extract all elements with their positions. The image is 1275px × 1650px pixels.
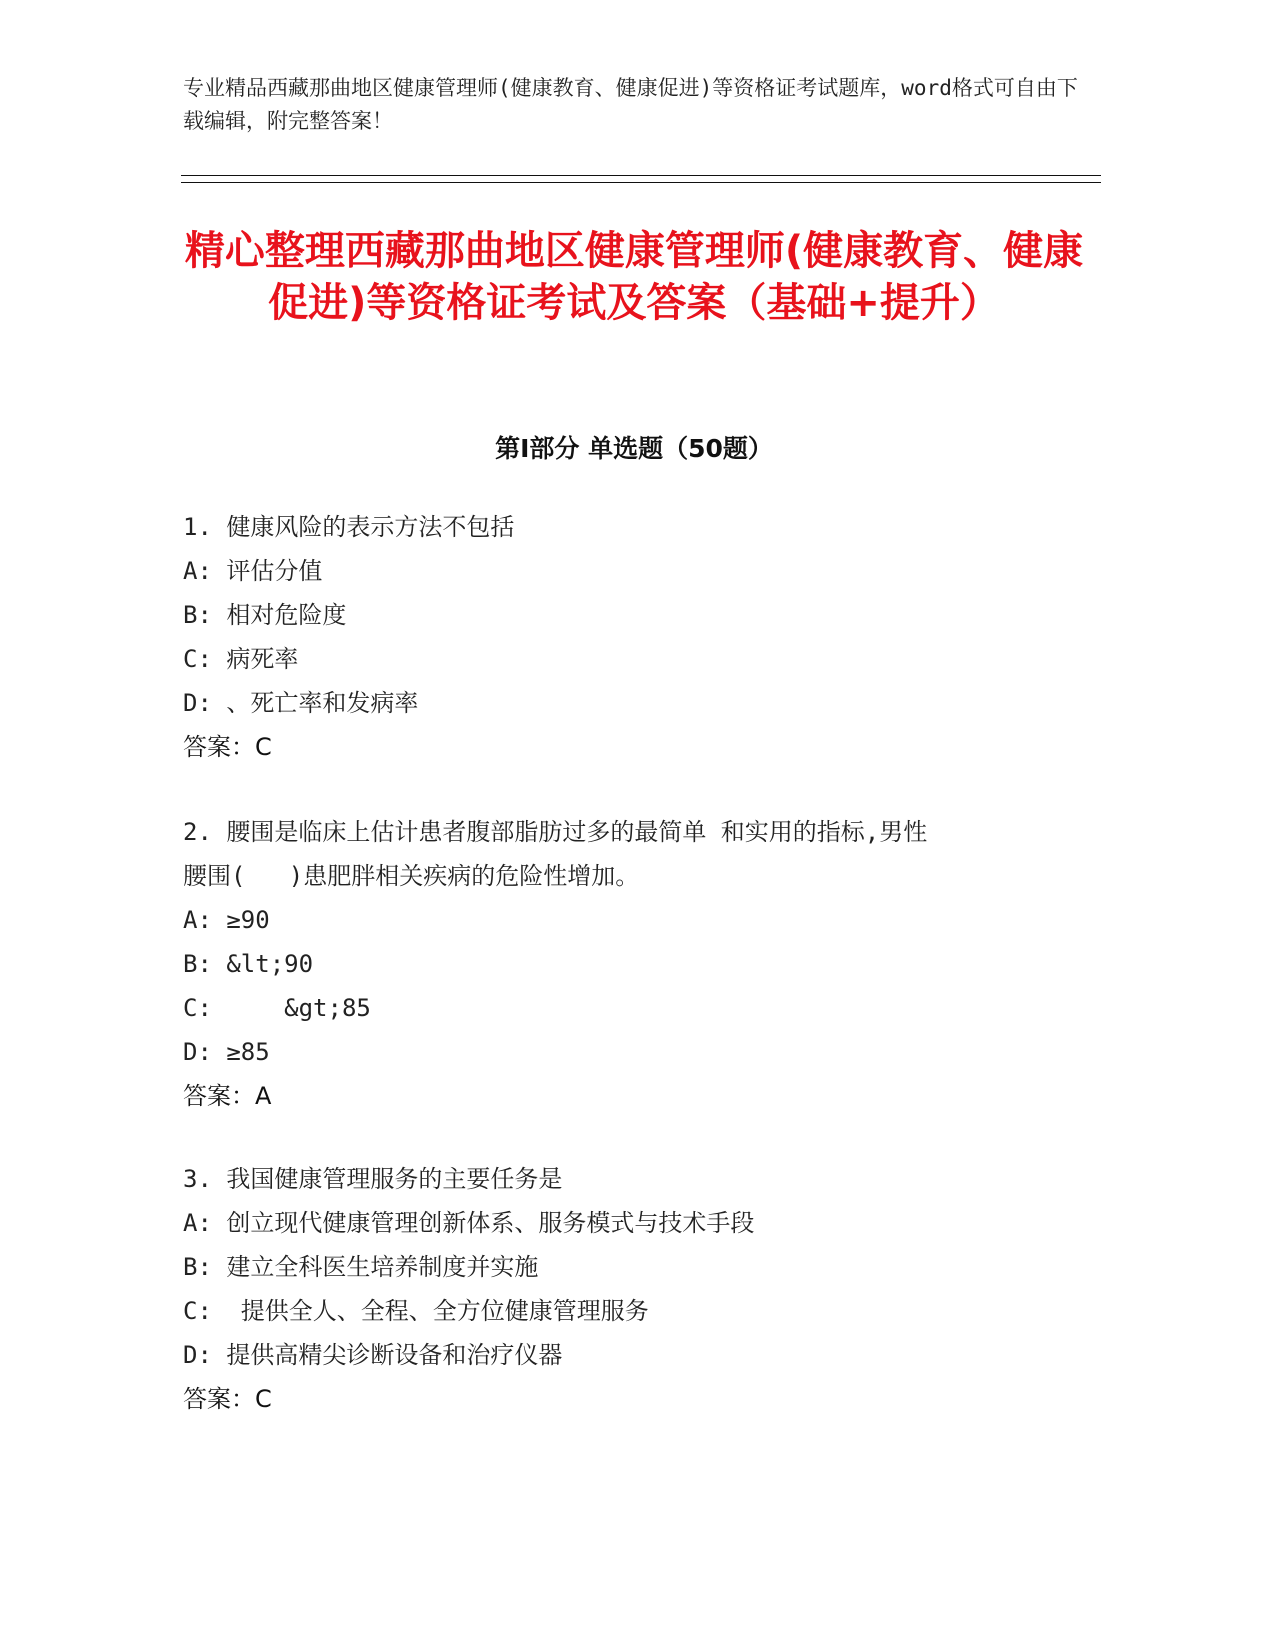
option-a: A: ≥90 [183,906,270,934]
answer-line: 答案：A [183,1082,272,1110]
option-a: A: 评估分值 [183,557,323,585]
option-c: C: &gt;85 [183,994,371,1022]
question-stem: 3. 我国健康管理服务的主要任务是 [183,1165,563,1193]
question-stem: 2. 腰围是临床上估计患者腹部脂肪过多的最简单 和实用的指标,男性 [183,818,928,846]
option-b: B: 相对危险度 [183,601,347,629]
answer-line: 答案：C [183,733,272,761]
question-block [183,810,1063,1118]
option-b: B: 建立全科医生培养制度并实施 [183,1253,539,1281]
option-c: C: 病死率 [183,645,299,673]
header-divider-top [181,175,1101,176]
question-block [183,505,1063,769]
option-b: B: &lt;90 [183,950,314,978]
option-d: D: 提供高精尖诊断设备和治疗仪器 [183,1341,563,1369]
question-stem-continued: 腰围( )患肥胖相关疾病的危险性增加。 [183,862,640,890]
question-stem: 1. 健康风险的表示方法不包括 [183,513,515,541]
option-a: A: 创立现代健康管理创新体系、服务模式与技术手段 [183,1209,755,1237]
header-note: 专业精品西藏那曲地区健康管理师(健康教育、健康促进)等资格证考试题库，word格式可自由下载编辑，附完整答案！ [183,76,1078,133]
header-divider-bottom [181,182,1101,183]
question-block [183,1157,1063,1421]
option-c: C: 提供全人、全程、全方位健康管理服务 [183,1297,649,1325]
option-d: D: 、死亡率和发病率 [183,689,419,717]
answer-line: 答案：C [183,1385,272,1413]
option-d: D: ≥85 [183,1038,270,1066]
document-title: 精心整理西藏那曲地区健康管理师(健康教育、健康促进)等资格证考试及答案（基础+提升） [184,228,1084,326]
section-title: 第Ⅰ部分 单选题（50题） [495,434,773,463]
